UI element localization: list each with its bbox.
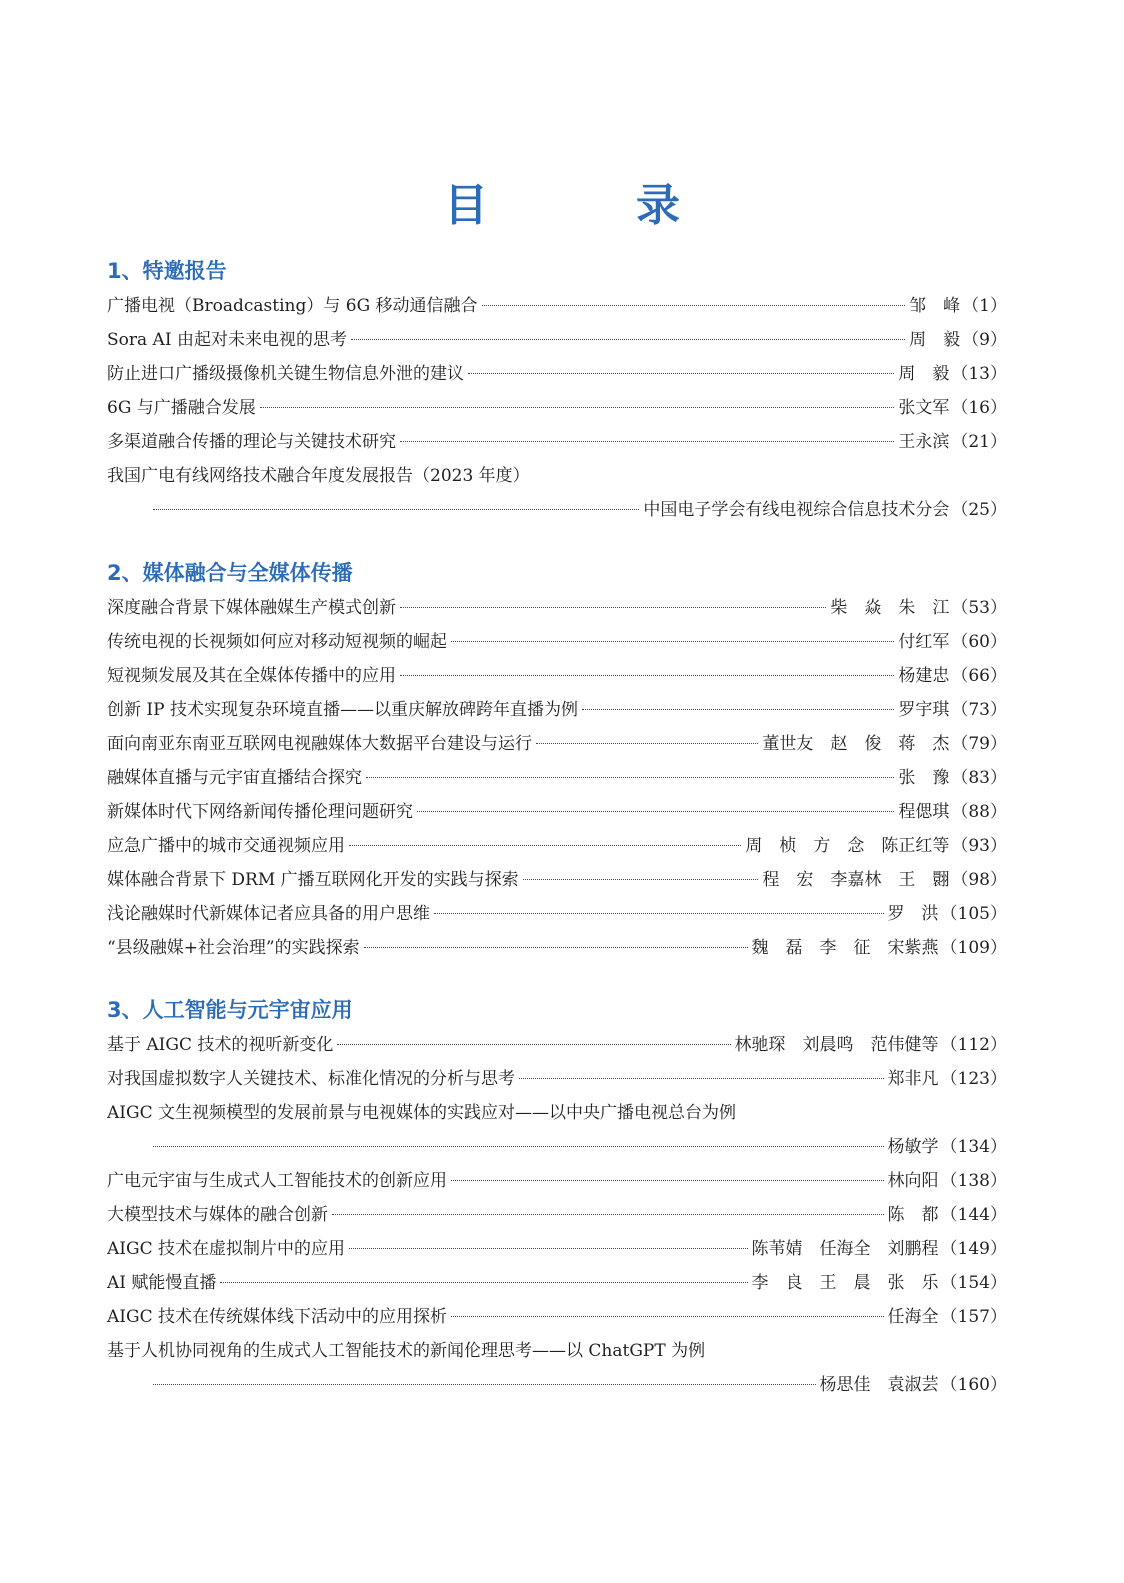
entry-page: （79） — [951, 734, 1007, 754]
entry-page: （109） — [940, 938, 1007, 958]
toc-entry[interactable] — [107, 1096, 1007, 1130]
entry-author: 林驰琛 刘晨鸣 范伟健等 — [734, 1035, 939, 1055]
toc-entry[interactable] — [107, 727, 1007, 761]
toc-entry[interactable] — [107, 323, 1007, 357]
entry-author: 林向阳 — [887, 1171, 939, 1191]
entry-page: （105） — [940, 904, 1007, 924]
dot-leader — [400, 674, 894, 676]
section-heading: 2、媒体融合与全媒体传播 — [107, 561, 353, 585]
entry-author: 董世友 赵 俊 蒋 杰 — [762, 734, 950, 754]
entry-page: （53） — [951, 598, 1007, 618]
dot-leader — [337, 1043, 730, 1045]
dot-leader — [468, 372, 894, 374]
entry-page: （25） — [951, 500, 1007, 520]
entry-title: 6G 与广播融合发展 — [107, 398, 256, 418]
toc-entry[interactable] — [107, 1028, 1007, 1062]
entry-author: 柴 焱 朱 江 — [830, 598, 950, 618]
entry-author: 程 宏 李嘉林 王 翾 — [762, 870, 950, 890]
entry-page: （157） — [940, 1307, 1007, 1327]
dot-leader — [400, 606, 826, 608]
toc-entry[interactable] — [107, 625, 1007, 659]
entry-author: 邹 峰 — [909, 296, 961, 316]
toc-entry[interactable] — [107, 1266, 1007, 1300]
entry-title: AI 赋能慢直播 — [107, 1273, 217, 1293]
toc-entry[interactable] — [107, 459, 1007, 493]
dot-leader — [536, 742, 758, 744]
entry-title: 对我国虚拟数字人关键技术、标准化情况的分析与思考 — [107, 1069, 515, 1089]
dot-leader — [153, 1383, 816, 1385]
entry-title: 多渠道融合传播的理论与关键技术研究 — [107, 432, 396, 452]
toc-entry[interactable] — [107, 659, 1007, 693]
toc-section — [107, 555, 1007, 965]
page-title: 目 录 — [444, 180, 732, 231]
section-heading: 1、特邀报告 — [107, 259, 227, 283]
toc-section — [107, 253, 1007, 527]
dot-leader — [582, 708, 894, 710]
entry-author: 付红军 — [898, 632, 950, 652]
entry-page: （160） — [940, 1375, 1007, 1395]
entry-page: （138） — [940, 1171, 1007, 1191]
entry-title: 广电元宇宙与生成式人工智能技术的创新应用 — [107, 1171, 447, 1191]
entry-title: 面向南亚东南亚互联网电视融媒体大数据平台建设与运行 — [107, 734, 532, 754]
entry-author: 张 豫 — [898, 768, 950, 788]
dot-leader — [366, 776, 894, 778]
dot-leader — [519, 1077, 884, 1079]
entry-title: 浅论融媒时代新媒体记者应具备的用户思维 — [107, 904, 430, 924]
entry-title: AIGC 技术在虚拟制片中的应用 — [107, 1239, 345, 1259]
dot-leader — [434, 912, 884, 914]
entry-title: 大模型技术与媒体的融合创新 — [107, 1205, 328, 1225]
entry-title: 融媒体直播与元宇宙直播结合探究 — [107, 768, 362, 788]
toc-section — [107, 992, 1007, 1402]
dot-leader — [400, 440, 894, 442]
dot-leader — [523, 878, 759, 880]
dot-leader — [417, 810, 894, 812]
toc-entry[interactable] — [107, 425, 1007, 459]
entry-title: 基于 AIGC 技术的视听新变化 — [107, 1035, 334, 1055]
entry-title: 广播电视（Broadcasting）与 6G 移动通信融合 — [107, 296, 478, 316]
entry-page: （88） — [951, 802, 1007, 822]
entry-author: 郑非凡 — [887, 1069, 939, 1089]
entry-author: 王永滨 — [898, 432, 950, 452]
entry-title: “县级融媒+社会治理”的实践探索 — [107, 938, 360, 958]
entry-author: 杨建忠 — [898, 666, 950, 686]
dot-leader — [153, 1145, 884, 1147]
entry-title: 媒体融合背景下 DRM 广播互联网化开发的实践与探索 — [107, 870, 519, 890]
toc-entry-continuation[interactable] — [107, 493, 1007, 527]
toc-entry[interactable] — [107, 289, 1007, 323]
entry-page: （9） — [962, 330, 1007, 350]
toc-entry[interactable] — [107, 391, 1007, 425]
entry-author: 罗 洪 — [887, 904, 939, 924]
entry-author: 李 良 王 晨 张 乐 — [751, 1273, 939, 1293]
entry-author: 杨思佳 袁淑芸 — [819, 1375, 939, 1395]
entry-author: 陈 都 — [887, 1205, 939, 1225]
entry-title: AIGC 文生视频模型的发展前景与电视媒体的实践应对——以中央广播电视总台为例 — [107, 1103, 736, 1123]
entry-page: （21） — [951, 432, 1007, 452]
entry-author: 周 毅 — [909, 330, 961, 350]
dot-leader — [349, 844, 741, 846]
entry-title: 防止进口广播级摄像机关键生物信息外泄的建议 — [107, 364, 464, 384]
dot-leader — [351, 338, 905, 340]
entry-author: 周 毅 — [898, 364, 950, 384]
entry-author: 杨敏学 — [887, 1137, 939, 1157]
entry-author: 罗宇琪 — [898, 700, 950, 720]
entry-author: 魏 磊 李 征 宋紫燕 — [751, 938, 939, 958]
entry-page: （83） — [951, 768, 1007, 788]
entry-title: 我国广电有线网络技术融合年度发展报告（2023 年度） — [107, 466, 530, 486]
toc-entry[interactable] — [107, 1334, 1007, 1368]
entry-title: 深度融合背景下媒体融媒生产模式创新 — [107, 598, 396, 618]
toc-entry[interactable] — [107, 1164, 1007, 1198]
toc-entry[interactable] — [107, 897, 1007, 931]
dot-leader — [220, 1281, 747, 1283]
entry-page: （66） — [951, 666, 1007, 686]
entry-title: 传统电视的长视频如何应对移动短视频的崛起 — [107, 632, 447, 652]
entry-title: 基于人机协同视角的生成式人工智能技术的新闻伦理思考——以 ChatGPT 为例 — [107, 1341, 706, 1361]
toc-entry[interactable] — [107, 829, 1007, 863]
dot-leader — [364, 946, 748, 948]
dot-leader — [260, 406, 895, 408]
dot-leader — [153, 508, 639, 510]
toc-entry-continuation[interactable] — [107, 1130, 1007, 1164]
entry-page: （13） — [951, 364, 1007, 384]
toc-entry[interactable] — [107, 761, 1007, 795]
entry-title: 新媒体时代下网络新闻传播伦理问题研究 — [107, 802, 413, 822]
entry-title: 应急广播中的城市交通视频应用 — [107, 836, 345, 856]
entry-page: （60） — [951, 632, 1007, 652]
dot-leader — [451, 640, 894, 642]
entry-page: （144） — [940, 1205, 1007, 1225]
toc-entry[interactable] — [107, 1062, 1007, 1096]
entry-page: （16） — [951, 398, 1007, 418]
toc-entry[interactable] — [107, 1198, 1007, 1232]
entry-page: （112） — [940, 1035, 1007, 1055]
entry-author: 任海全 — [887, 1307, 939, 1327]
entry-author: 中国电子学会有线电视综合信息技术分会 — [643, 500, 950, 520]
entry-title: 短视频发展及其在全媒体传播中的应用 — [107, 666, 396, 686]
toc-entry[interactable] — [107, 1232, 1007, 1266]
section-heading: 3、人工智能与元宇宙应用 — [107, 998, 353, 1022]
entry-title: AIGC 技术在传统媒体线下活动中的应用探析 — [107, 1307, 447, 1327]
dot-leader — [451, 1179, 884, 1181]
entry-page: （1） — [962, 296, 1007, 316]
entry-title: 创新 IP 技术实现复杂环境直播——以重庆解放碑跨年直播为例 — [107, 700, 578, 720]
entry-page: （73） — [951, 700, 1007, 720]
toc-entry[interactable] — [107, 931, 1007, 965]
entry-title: Sora AI 由起对未来电视的思考 — [107, 330, 347, 350]
toc-entry-continuation[interactable] — [107, 1368, 1007, 1402]
dot-leader — [349, 1247, 748, 1249]
entry-author: 程偲琪 — [898, 802, 950, 822]
dot-leader — [451, 1315, 884, 1317]
entry-page: （154） — [940, 1273, 1007, 1293]
entry-page: （134） — [940, 1137, 1007, 1157]
entry-author: 陈苇婧 任海全 刘鹏程 — [751, 1239, 939, 1259]
toc-entry[interactable] — [107, 1300, 1007, 1334]
entry-page: （149） — [940, 1239, 1007, 1259]
entry-author: 周 桢 方 念 陈正红等 — [745, 836, 950, 856]
toc-entry[interactable] — [107, 357, 1007, 391]
entry-page: （98） — [951, 870, 1007, 890]
dot-leader — [482, 304, 906, 306]
entry-page: （123） — [940, 1069, 1007, 1089]
dot-leader — [332, 1213, 884, 1215]
toc-entry[interactable] — [107, 863, 1007, 897]
entry-author: 张文军 — [898, 398, 950, 418]
entry-page: （93） — [951, 836, 1007, 856]
toc-entry[interactable] — [107, 591, 1007, 625]
toc-entry[interactable] — [107, 693, 1007, 727]
toc-entry[interactable] — [107, 795, 1007, 829]
